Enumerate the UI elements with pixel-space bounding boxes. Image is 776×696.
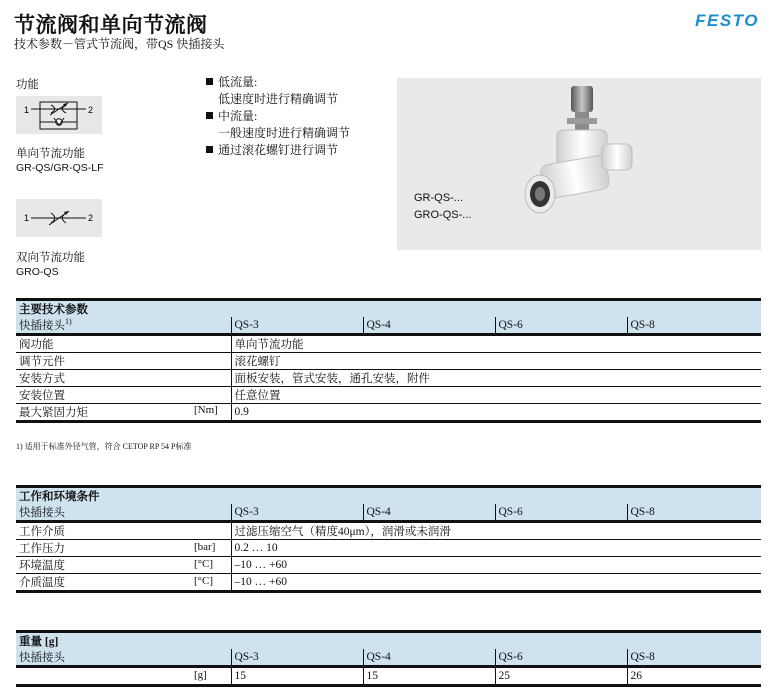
operating-conditions-table — [16, 485, 761, 593]
weight-value: 15 — [231, 667, 363, 686]
column-header: QS-3 — [231, 504, 363, 522]
row-value: 滚花螺钉 — [231, 353, 761, 370]
table-title-row — [16, 300, 761, 318]
row-value: 0.2 … 10 — [231, 540, 761, 557]
row-unit: [bar] — [194, 541, 216, 553]
photo-caption-gro: GRO-QS-... — [414, 209, 472, 221]
column-header-label: 快插接头 — [16, 504, 231, 522]
table-title-row — [16, 632, 761, 650]
page-title: 节流阀和单向节流阀 — [14, 13, 208, 37]
column-header: QS-6 — [495, 317, 627, 335]
feature-list — [206, 74, 350, 159]
one-way-label: 单向节流功能 — [16, 148, 85, 160]
column-header: QS-4 — [363, 317, 495, 335]
row-unit: [Nm] — [194, 404, 218, 416]
table-row — [16, 557, 761, 574]
column-header-label: 快插接头 — [16, 649, 231, 667]
two-way-symbol — [16, 199, 102, 237]
feature-item-detail: 低速度时进行精确调节 — [218, 92, 339, 106]
one-way-types: GR-QS/GR-QS-LF — [16, 162, 104, 174]
table-header-row — [16, 649, 761, 667]
one-way-symbol — [16, 96, 102, 134]
sym2-port-in: 1 — [24, 213, 30, 223]
table-row — [16, 387, 761, 404]
table-row — [16, 574, 761, 592]
feature-item: 通过滚花螺钉进行调节 — [206, 142, 350, 159]
feature-item: 低流量: — [206, 74, 350, 91]
row-value: 过滤压缩空气（精度40μm），润滑或未润滑 — [231, 522, 761, 540]
row-value: –10 … +60 — [231, 557, 761, 574]
feature-item-detail: 一般速度时进行精确调节 — [218, 126, 351, 140]
page-subtitle: 技术参数－管式节流阀，带QS 快插接头 — [14, 37, 225, 51]
row-value: 面板安装，管式安装，通孔安装，附件 — [231, 370, 761, 387]
two-way-types: GRO-QS — [16, 266, 59, 278]
bullet-square-icon — [206, 78, 213, 85]
table-row — [16, 335, 761, 353]
row-unit: [°C] — [194, 558, 214, 570]
weight-value: 15 — [363, 667, 495, 686]
sym1-port-out: 2 — [88, 105, 94, 115]
row-label — [16, 667, 231, 686]
row-label: 调节元件 — [16, 353, 231, 370]
two-way-label: 双向节流功能 — [16, 252, 85, 264]
row-label: 阀功能 — [16, 335, 231, 353]
two-way-flow-control-icon — [16, 199, 102, 237]
row-label: 环境温度 [°C] — [16, 557, 231, 574]
column-header: QS-3 — [231, 317, 363, 335]
product-photo — [397, 78, 761, 250]
column-header: QS-4 — [363, 504, 495, 522]
flow-control-valve-icon — [397, 78, 761, 250]
table-header-row — [16, 504, 761, 522]
table-row — [16, 522, 761, 540]
footnote: 1) 适用于标准外径气管，符合 CETOP RP 54 P标准 — [16, 442, 192, 451]
table-row — [16, 667, 761, 686]
row-label: 工作介质 — [16, 522, 231, 540]
column-header: QS-3 — [231, 649, 363, 667]
row-label: 安装方式 — [16, 370, 231, 387]
row-label: 安装位置 — [16, 387, 231, 404]
row-unit: [g] — [194, 669, 207, 681]
row-label: 工作压力 [bar] — [16, 540, 231, 557]
bullet-square-icon — [206, 146, 213, 153]
row-label: 最大紧固力矩 [Nm] — [16, 404, 231, 422]
festo-logo: FESTO — [695, 11, 759, 30]
table-header-row — [16, 317, 761, 335]
column-header: QS-8 — [627, 317, 761, 335]
column-header: QS-6 — [495, 649, 627, 667]
one-way-flow-control-icon — [16, 96, 102, 134]
column-header: QS-6 — [495, 504, 627, 522]
table-row — [16, 540, 761, 557]
main-specs-table — [16, 298, 761, 423]
photo-caption-gr: GR-QS-... — [414, 192, 463, 204]
table-title-row — [16, 487, 761, 505]
feature-item: 中流量: — [206, 108, 350, 125]
column-header: QS-4 — [363, 649, 495, 667]
table-title: 工作和环境条件 — [16, 487, 761, 505]
row-value: 任意位置 — [231, 387, 761, 404]
table-row — [16, 370, 761, 387]
column-header: QS-8 — [627, 504, 761, 522]
weight-value: 26 — [627, 667, 761, 686]
row-value: 单向节流功能 — [231, 335, 761, 353]
function-label: 功能 — [16, 79, 39, 91]
row-value: –10 … +60 — [231, 574, 761, 592]
column-header: QS-8 — [627, 649, 761, 667]
table-title: 主要技术参数 — [16, 300, 761, 318]
row-label: 介质温度 [°C] — [16, 574, 231, 592]
table-title: 重量 [g] — [16, 632, 761, 650]
sym1-port-in: 1 — [24, 105, 30, 115]
sym2-port-out: 2 — [88, 213, 94, 223]
weight-table — [16, 630, 761, 687]
bullet-square-icon — [206, 112, 213, 119]
row-value: 0.9 — [231, 404, 761, 422]
table-row — [16, 353, 761, 370]
table-row — [16, 404, 761, 422]
weight-value: 25 — [495, 667, 627, 686]
column-header-label: 快插接头$^{1)}$ — [16, 317, 231, 335]
row-unit: [°C] — [194, 575, 214, 587]
